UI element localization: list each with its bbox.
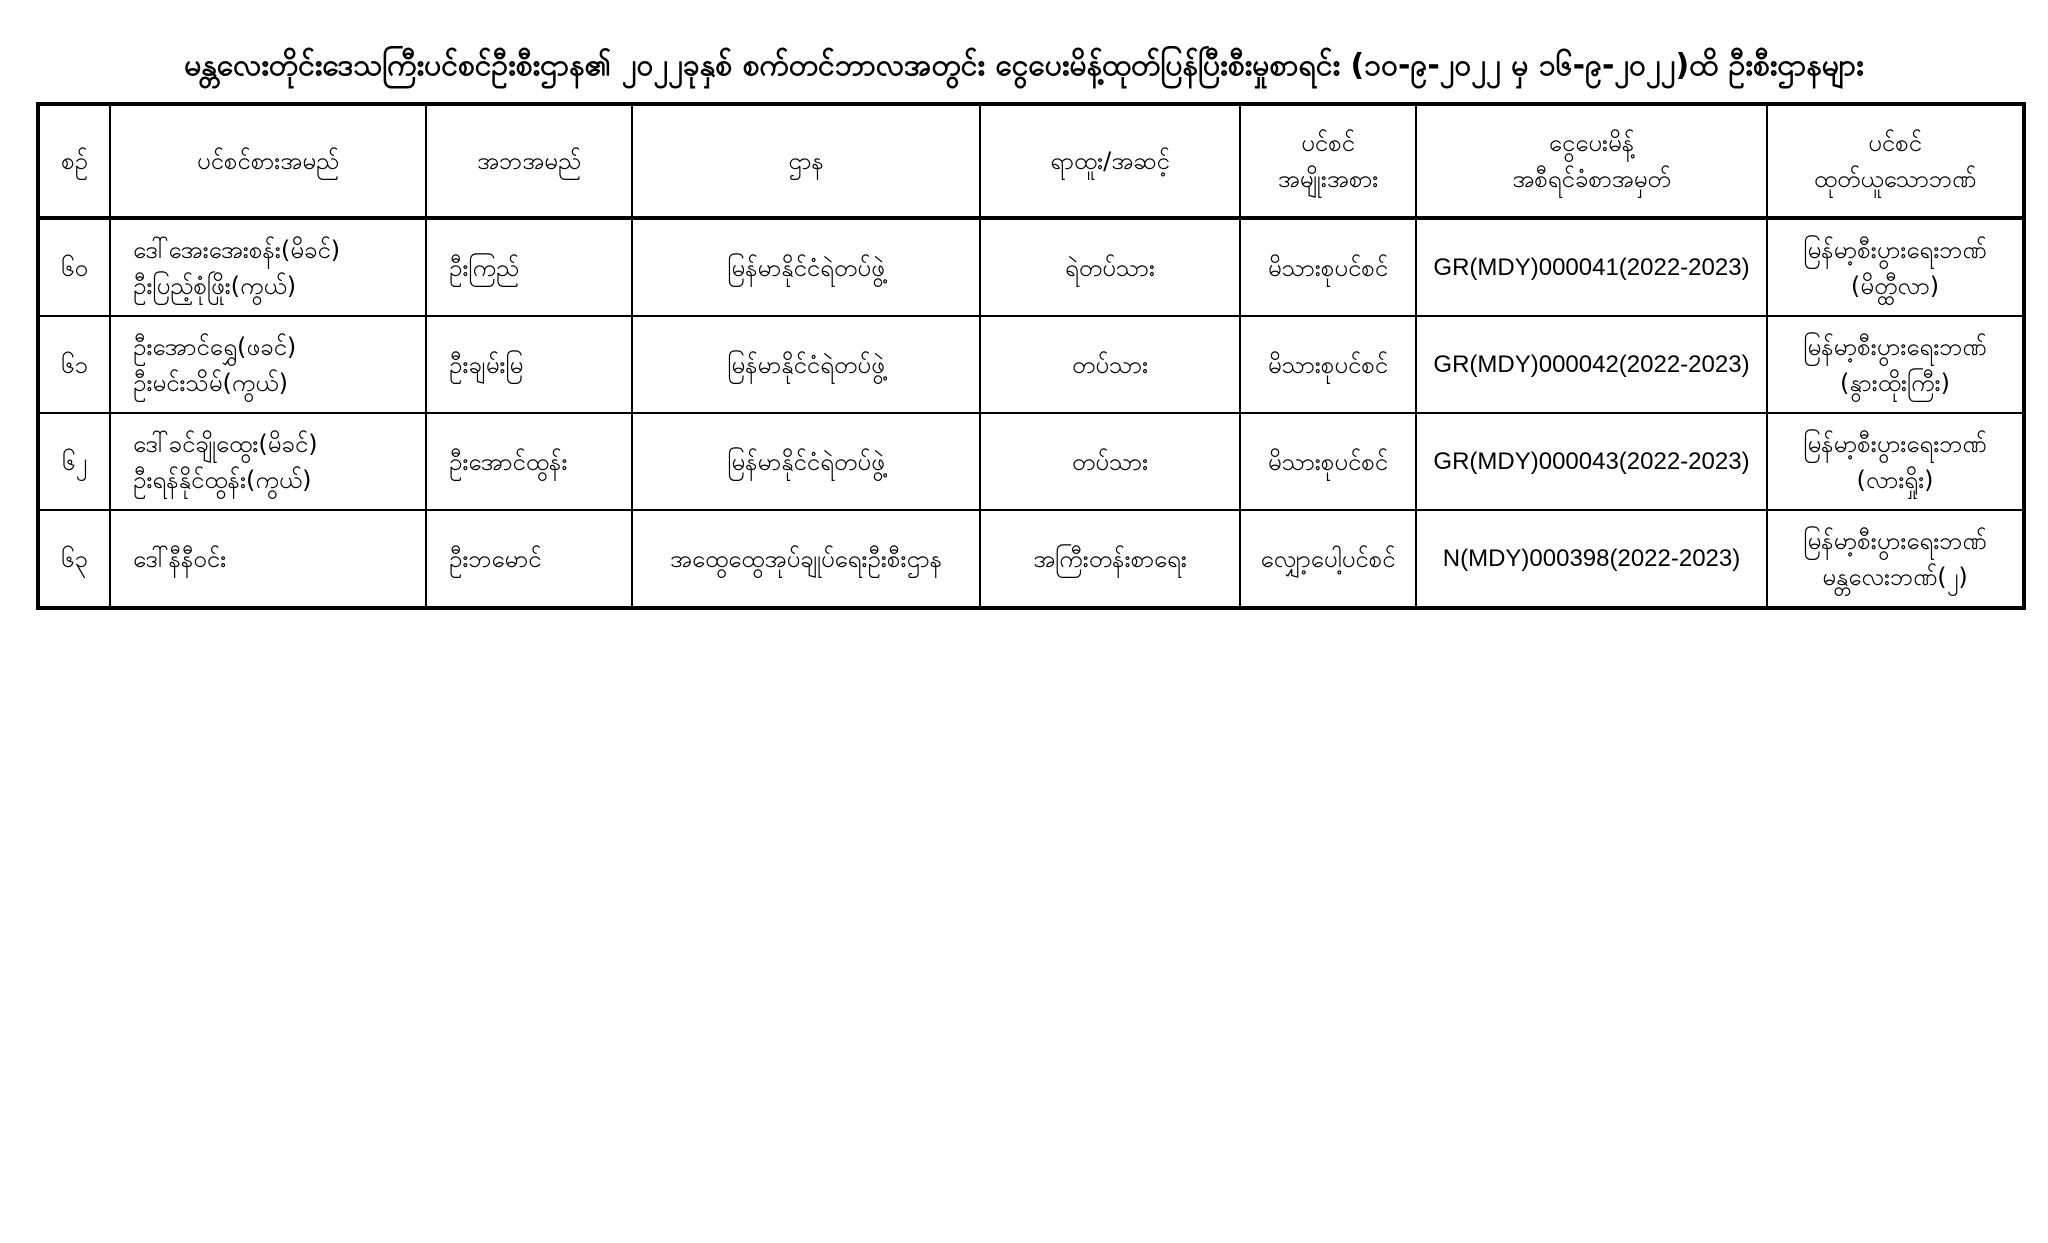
bank-line2: (နွားထိုးကြီး) [1840, 368, 1950, 397]
cell-rank: တပ်သား [980, 413, 1240, 510]
table-row [38, 510, 2024, 608]
header-pensioner-name: ပင်စင်စားအမည် [110, 104, 426, 218]
cell-bank [1767, 316, 2024, 413]
cell-no: ၆၁ [38, 316, 110, 413]
header-order-number-line1: ငွေပေးမိန့် [1548, 129, 1635, 157]
table-row [38, 413, 2024, 510]
cell-pension-type: မိသားစုပင်စင် [1240, 218, 1416, 316]
pensioner-name-line1: ဒေါ်အေးအေးစန်း(မိခင်) [133, 235, 341, 264]
cell-department: မြန်မာနိုင်ငံရဲတပ်ဖွဲ့ [632, 316, 980, 413]
bank-line1: မြန်မာ့စီးပွားရေးဘဏ် [1803, 526, 1987, 555]
pensioner-name-line2: ဦးပြည့်စုံဖြိုး(ကွယ်) [133, 271, 297, 300]
cell-bank [1767, 218, 2024, 316]
bank-line1: မြန်မာ့စီးပွားရေးဘဏ် [1803, 332, 1987, 361]
cell-department: မြန်မာနိုင်ငံရဲတပ်ဖွဲ့ [632, 413, 980, 510]
cell-order-number: N(MDY)000398(2022-2023) [1416, 510, 1767, 608]
bank-line1: မြန်မာ့စီးပွားရေးဘဏ် [1803, 429, 1987, 458]
cell-rank: တပ်သား [980, 316, 1240, 413]
table-header [38, 104, 2024, 218]
header-row [38, 104, 2024, 218]
cell-father-name: ဦးကြည် [426, 218, 632, 316]
table-row [38, 218, 2024, 316]
cell-rank: ရဲတပ်သား [980, 218, 1240, 316]
cell-no: ၆၃ [38, 510, 110, 608]
pensioner-name-line1: ဒေါ်နီနီဝင်း [133, 544, 227, 573]
table-body [38, 218, 2024, 608]
pension-records-table [36, 102, 2026, 610]
cell-father-name: ဦးအောင်ထွန်း [426, 413, 632, 510]
header-no: စဉ် [38, 104, 110, 218]
header-order-number [1416, 104, 1767, 218]
header-rank: ရာထူး/အဆင့် [980, 104, 1240, 218]
cell-pensioner-name [110, 316, 426, 413]
pensioner-name-line2: ဦးမင်းသိမ်(ကွယ်) [133, 368, 288, 397]
cell-father-name: ဦးချမ်းမြ [426, 316, 632, 413]
header-father-name: အဘအမည် [426, 104, 632, 218]
cell-no: ၆၀ [38, 218, 110, 316]
cell-pensioner-name [110, 218, 426, 316]
cell-pension-type: မိသားစုပင်စင် [1240, 413, 1416, 510]
header-pension-type-line2: အမျိုးအစား [1277, 165, 1379, 193]
cell-order-number: GR(MDY)000042(2022-2023) [1416, 316, 1767, 413]
cell-bank [1767, 510, 2024, 608]
pensioner-name-line2: ဦးရန်နိုင်ထွန်း(ကွယ်) [133, 465, 312, 494]
cell-father-name: ဦးဘမောင် [426, 510, 632, 608]
bank-line1: မြန်မာ့စီးပွားရေးဘဏ် [1803, 235, 1987, 264]
cell-order-number: GR(MDY)000041(2022-2023) [1416, 218, 1767, 316]
cell-department: မြန်မာနိုင်ငံရဲတပ်ဖွဲ့ [632, 218, 980, 316]
cell-pensioner-name [110, 413, 426, 510]
header-bank-line1: ပင်စင် [1868, 129, 1922, 157]
cell-pension-type: လျှော့ပေါ့ပင်စင် [1240, 510, 1416, 608]
bank-line2: (မိတ္ထီလာ) [1850, 271, 1940, 300]
header-bank-line2: ထုတ်ယူသောဘဏ် [1813, 165, 1977, 193]
header-pension-type [1240, 104, 1416, 218]
cell-bank [1767, 413, 2024, 510]
bank-line2: (လားရှိုး) [1856, 465, 1934, 494]
header-bank [1767, 104, 2024, 218]
cell-rank: အကြီးတန်းစာရေး [980, 510, 1240, 608]
cell-pensioner-name [110, 510, 426, 608]
cell-no: ၆၂ [38, 413, 110, 510]
cell-order-number: GR(MDY)000043(2022-2023) [1416, 413, 1767, 510]
bank-line2: မန္တလေးဘဏ်(၂) [1822, 562, 1968, 591]
table-row [38, 316, 2024, 413]
pensioner-name-line1: ဦးအောင်ရွှေ(ဖခင်) [133, 332, 297, 361]
pensioner-name-line1: ဒေါ်ခင်ချိုထွေး(မိခင်) [133, 429, 318, 458]
cell-department: အထွေထွေအုပ်ချုပ်ရေးဦးစီးဌာန [632, 510, 980, 608]
cell-pension-type: မိသားစုပင်စင် [1240, 316, 1416, 413]
header-department: ဌာန [632, 104, 980, 218]
page-title: မန္တလေးတိုင်းဒေသကြီးပင်စင်ဦးစီးဌာန၏ ၂၀၂၂ခုနှစ် စက်တင်ဘာလအတွင်း ငွေပေးမိန့်ထုတ်ပြန်ပြီးစီးမှုစာရင်း (၁၀-၉-၂၀၂၂ မှ ၁၆-၉-၂၀၂၂)ထိ ဦးစီးဌာနများ [184, 48, 1864, 83]
header-pension-type-line1: ပင်စင် [1301, 129, 1355, 157]
header-order-number-line2: အစီရင်ခံစာအမှတ် [1512, 165, 1671, 193]
